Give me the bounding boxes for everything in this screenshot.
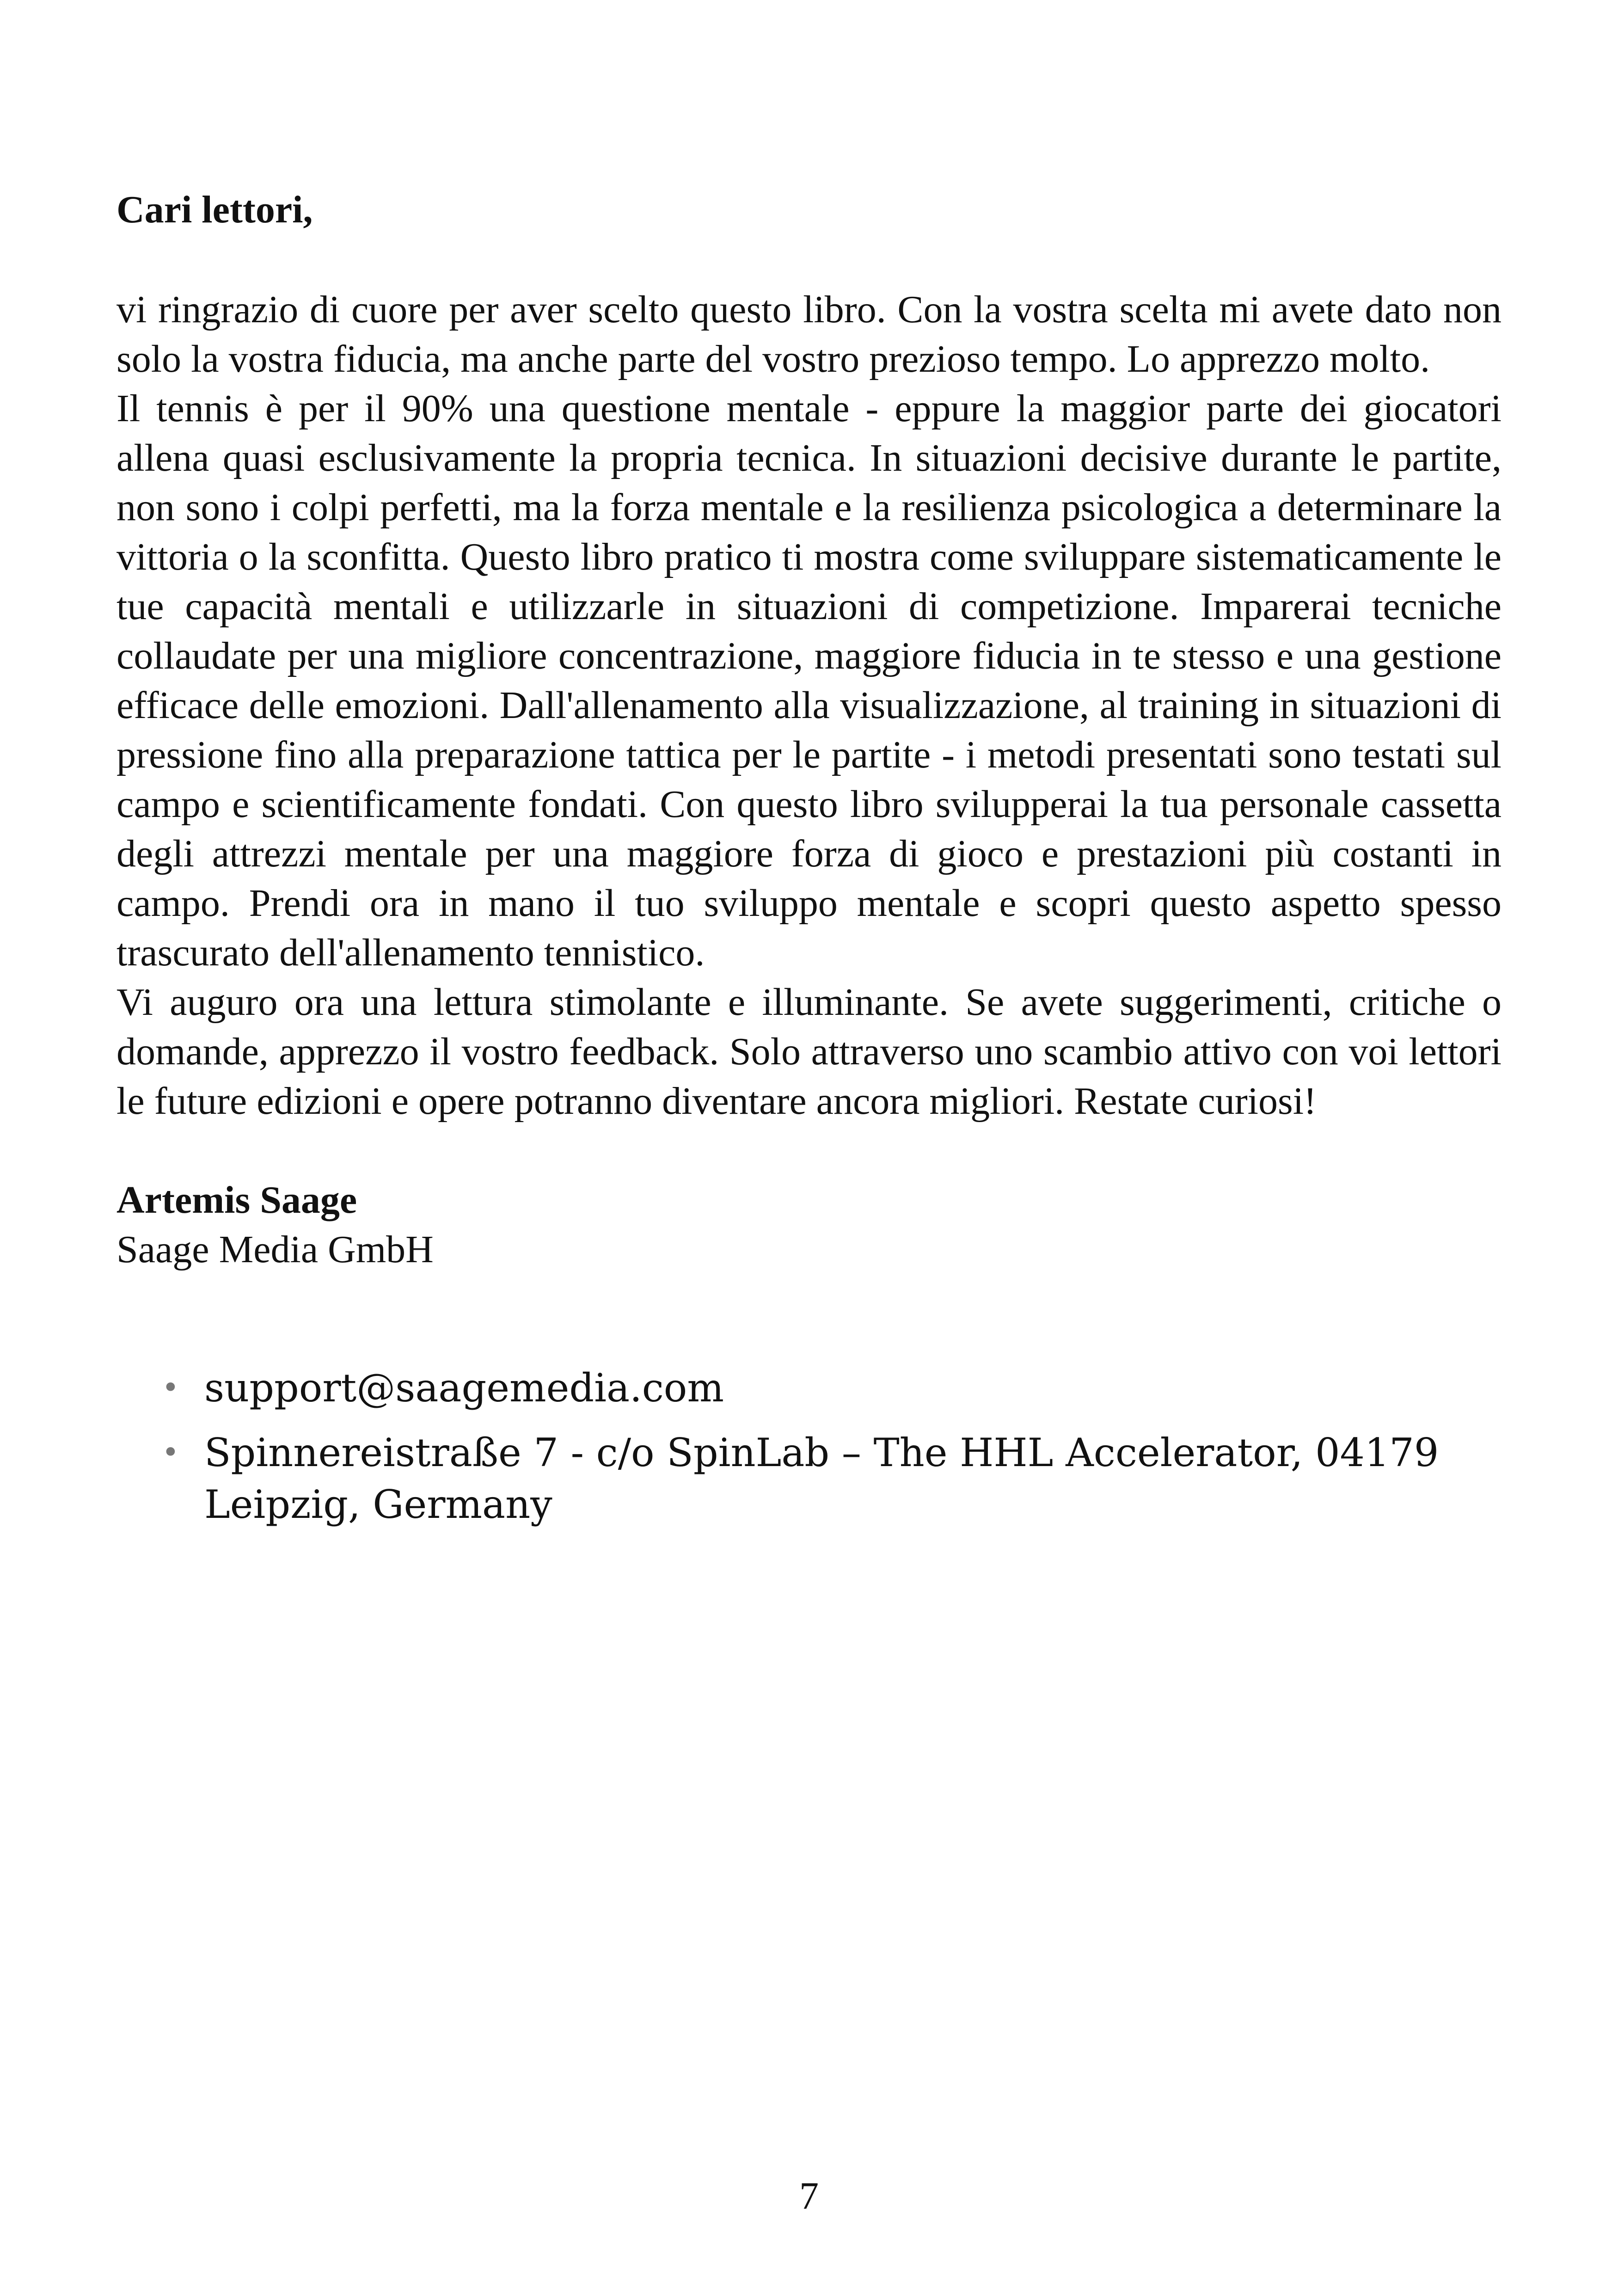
- bullet-icon: •: [162, 1436, 179, 1470]
- paragraph-thanks: vi ringrazio di cuore per aver scelto questo libro. Con la vostra scelta mi avete dato non solo la vostra fiducia, ma anche parte del vostro prezioso tempo. Lo apprezzo molto.: [116, 288, 1502, 381]
- author-name: Artemis Saage: [116, 1179, 357, 1222]
- contact-address-text: Spinnereistraße 7 - c/o SpinLab – The HHL Accelerator, 04179 Leipzig, Germany: [204, 1430, 1439, 1527]
- company-name: Saage Media GmbH: [116, 1228, 434, 1271]
- contact-email-text: support@saagemedia.com: [204, 1365, 724, 1411]
- contact-email: [116, 1362, 1502, 1414]
- contact-address: [116, 1427, 1502, 1530]
- bullet-icon: •: [162, 1371, 179, 1405]
- paragraph-closing: Vi auguro ora una lettura stimolante e illuminante. Se avete suggerimenti, critiche o domande, apprezzo il vostro feedback. Solo attraverso uno scambio attivo con voi lettori le future edizioni e opere potranno diventare ancora migliori. Restate curiosi!: [116, 981, 1502, 1123]
- contact-list: [116, 1362, 1502, 1530]
- letter-body: [116, 285, 1502, 1126]
- page-number: 7: [799, 2174, 819, 2217]
- signature-block: [116, 1175, 1502, 1274]
- paragraph-book-summary: Il tennis è per il 90% una questione mentale - eppure la maggior parte dei giocatori allena quasi esclusivamente la propria tecnica. In situazioni decisive durante le partite, non sono i colpi perfetti, ma la forza mentale e la resilienza psicologica a determinare la vittoria o la sconfitta. Questo libro pratico ti mostra come sviluppare sistematicamente le tue capacità mentali e utilizzarle in situazioni di competizione. Imparerai tecniche collaudate per una migliore concentrazione, maggiore fiducia in te stesso e una gestione efficace delle emozioni. Dall'allenamento alla visualizzazione, al training in situazioni di pressione fino alla preparazione tattica per le partite - i metodi presentati sono testati sul campo e scientificamente fondati. Con questo libro svilupperai la tua personale cassetta degli attrezzi mentale per una maggiore forza di gioco e prestazioni più costanti in campo. Prendi ora in mano il tuo sviluppo mentale e scopri questo aspetto spesso trascurato dell'allenamento tennistico.: [116, 387, 1502, 974]
- salutation: Cari lettori,: [116, 188, 313, 231]
- document-page: [116, 185, 1502, 1543]
